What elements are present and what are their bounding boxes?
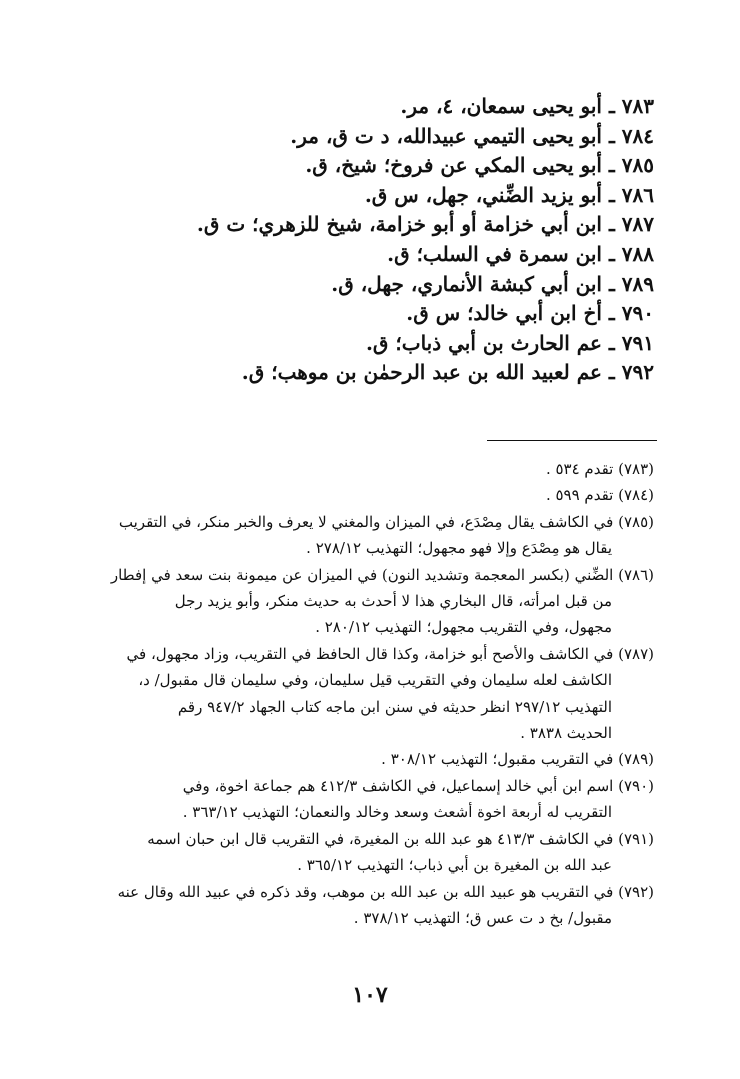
footnote bbox=[94, 562, 654, 641]
footnote-line: (٧٩١) في الكاشف ٤١٣/٣ هو عبد الله بن المغيرة، في التقريب قال ابن حبان اسمه bbox=[147, 829, 654, 848]
footnote bbox=[94, 456, 654, 482]
entry-line: ٧٨٦ ـ أبو يزيد الضِّني، جهل، س ق. bbox=[364, 182, 654, 207]
entry-line: ٧٩٢ ـ عم لعبيد الله بن عبد الرحمٰن بن موهب؛ ق. bbox=[241, 360, 654, 385]
narrator-entries bbox=[94, 92, 654, 388]
footnote bbox=[94, 746, 654, 772]
page-number: ١٠٧ bbox=[352, 982, 388, 1008]
footnote-line: (٧٩٢) في التقريب هو عبيد الله بن عبد الله بن موهب، وقد ذكره في عبيد الله وقال عنه bbox=[117, 882, 654, 901]
footnote-line: مجهول، وفي التقريب مجهول؛ التهذيب ٢٨٠/١٢ . bbox=[315, 618, 612, 637]
footnote-separator bbox=[487, 440, 657, 441]
footnote-line: الكاشف لعله سليمان وفي التقريب قيل سليمان، وفي سليمان قال مقبول/ د، bbox=[138, 671, 612, 690]
footnote-line: (٧٨٧) في الكاشف والأصح أبو خزامة، وكذا قال الحافظ في التقريب، وزاد مجهول، في bbox=[126, 644, 654, 663]
footnote bbox=[94, 879, 654, 932]
entry-line: ٧٨٧ ـ ابن أبي خزامة أو أبو خزامة، شيخ للزهري؛ ت ق. bbox=[196, 212, 654, 237]
entry-line: ٧٨٥ ـ أبو يحيى المكي عن فروخ؛ شيخ، ق. bbox=[305, 153, 654, 178]
footnotes bbox=[94, 456, 654, 931]
footnote-line: التهذيب ٢٩٧/١٢ انظر حديثه في سنن ابن ماجه كتاب الجهاد ٩٤٧/٢ رقم bbox=[177, 697, 612, 716]
entry-line: ٧٨٨ ـ ابن سمرة في السلب؛ ق. bbox=[387, 241, 654, 266]
footnote bbox=[94, 641, 654, 747]
footnote-line: يقال هو مِصْدَع وإلا فهو مجهول؛ التهذيب ٢٧٨/١٢ . bbox=[306, 539, 612, 558]
footnote-line: مقبول/ بخ د ت عس ق؛ التهذيب ٣٧٨/١٢ . bbox=[353, 908, 612, 927]
entry-line: ٧٨٩ ـ ابن أبي كبشة الأنماري، جهل، ق. bbox=[331, 271, 654, 296]
entry-line: ٧٩٠ ـ أخ ابن أبي خالد؛ س ق. bbox=[406, 301, 654, 326]
footnote-line: (٧٨٤) تقدم ٥٩٩ . bbox=[545, 486, 654, 505]
footnote-line: (٧٨٦) الضِّني (بكسر المعجمة وتشديد النون) في الميزان عن ميمونة بنت سعد في إفطار bbox=[110, 565, 654, 584]
footnote-line: من قبل امرأته، قال البخاري هذا لا أحدث به حديث منكر، وأبو يزيد رجل bbox=[174, 592, 612, 611]
footnote-line: (٧٨٩) في التقريب مقبول؛ التهذيب ٣٠٨/١٢ . bbox=[381, 750, 654, 769]
footnote-line: الحديث ٣٨٣٨ . bbox=[520, 724, 612, 743]
footnote-line: (٧٩٠) اسم ابن أبي خالد إسماعيل، في الكاشف ٤١٢/٣ هم جماعة اخوة، وفي bbox=[182, 776, 654, 795]
entry-line: ٧٨٤ ـ أبو يحيى التيمي عبيدالله، د ت ق، مر. bbox=[290, 123, 654, 148]
footnote-line: (٧٨٥) في الكاشف يقال مِصْدَع، في الميزان والمغني لا يعرف والخبر منكر، في التقريب bbox=[118, 512, 654, 531]
footnote bbox=[94, 826, 654, 879]
footnote bbox=[94, 509, 654, 562]
footnote-line: التقريب له أربعة اخوة أشعث وسعد وخالد والنعمان؛ التهذيب ٣٦٣/١٢ . bbox=[182, 803, 612, 822]
entry-line: ٧٩١ ـ عم الحارث بن أبي ذباب؛ ق. bbox=[365, 330, 654, 355]
footnote-line: (٧٨٣) تقدم ٥٣٤ . bbox=[545, 460, 654, 478]
footnote bbox=[94, 482, 654, 508]
footnote bbox=[94, 773, 654, 826]
entry-line: ٧٨٣ ـ أبو يحيى سمعان، ٤، مر. bbox=[400, 94, 654, 118]
footnote-line: عبد الله بن المغيرة بن أبي ذباب؛ التهذيب ٣٦٥/١٢ . bbox=[297, 856, 612, 875]
